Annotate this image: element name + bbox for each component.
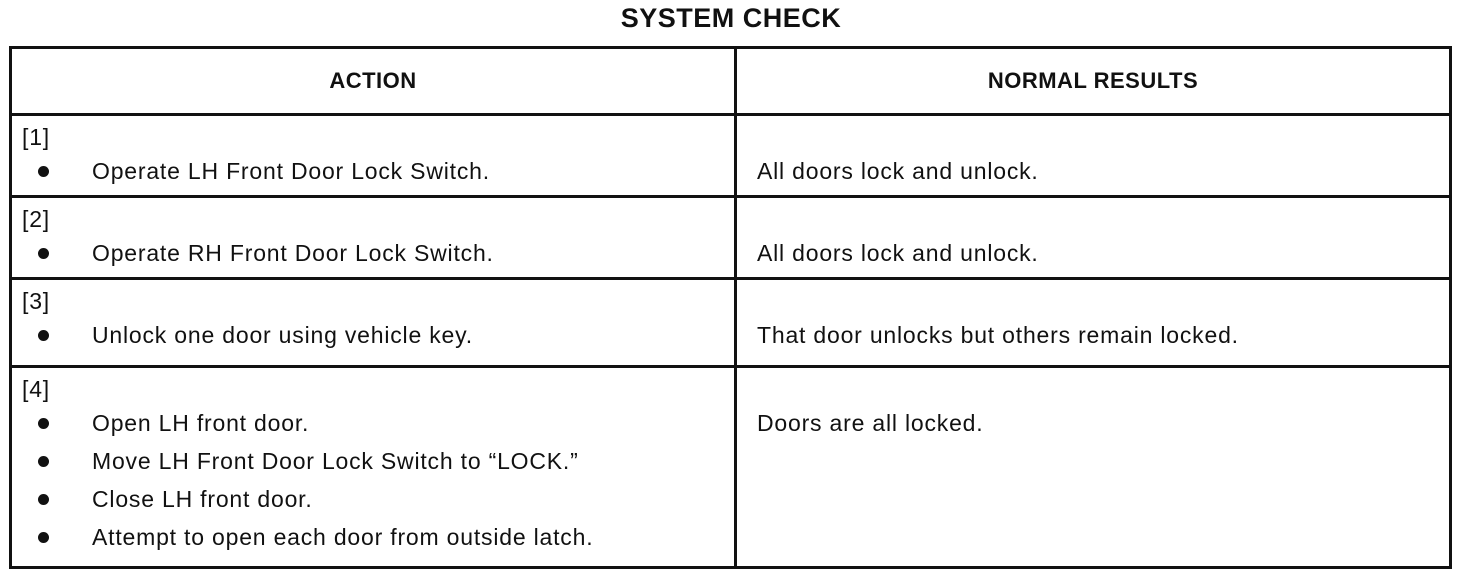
bullet-icon	[38, 248, 49, 259]
result-cell	[736, 279, 1451, 367]
action-item	[22, 152, 734, 190]
page-title: SYSTEM CHECK	[620, 3, 842, 33]
step-number: [1]	[22, 124, 50, 150]
action-item	[22, 442, 734, 480]
step-number: [3]	[22, 288, 50, 314]
bullet-icon	[38, 456, 49, 467]
bullet-icon	[38, 418, 49, 429]
result-text: All doors lock and unlock.	[757, 158, 1039, 184]
action-text: Move LH Front Door Lock Switch to “LOCK.”	[92, 448, 579, 474]
result-text: Doors are all locked.	[757, 410, 984, 436]
action-item	[22, 234, 734, 272]
result-text: That door unlocks but others remain locked.	[757, 322, 1239, 348]
action-item	[22, 480, 734, 518]
table-row	[11, 279, 1451, 367]
action-cell	[11, 367, 736, 568]
bullet-icon	[38, 330, 49, 341]
action-text: Close LH front door.	[92, 486, 313, 512]
result-cell	[736, 115, 1451, 197]
result-cell	[736, 367, 1451, 568]
action-text: Open LH front door.	[92, 410, 310, 436]
result-text: All doors lock and unlock.	[757, 240, 1039, 266]
action-cell	[11, 279, 736, 367]
table-row	[11, 197, 1451, 279]
action-cell	[11, 115, 736, 197]
bullet-icon	[38, 532, 49, 543]
action-item	[22, 404, 734, 442]
action-cell	[11, 197, 736, 279]
action-column-header: ACTION	[11, 48, 736, 115]
table-row	[11, 115, 1451, 197]
bullet-icon	[38, 494, 49, 505]
action-item	[22, 316, 734, 354]
action-text: Operate RH Front Door Lock Switch.	[92, 240, 494, 266]
table-row	[11, 367, 1451, 568]
result-cell	[736, 197, 1451, 279]
action-item	[22, 518, 734, 556]
action-text: Unlock one door using vehicle key.	[92, 322, 473, 348]
step-number: [4]	[22, 376, 50, 402]
normal-results-column-header: NORMAL RESULTS	[736, 48, 1451, 115]
table-header-row	[11, 48, 1451, 115]
step-number: [2]	[22, 206, 50, 232]
action-text: Attempt to open each door from outside latch.	[92, 524, 594, 550]
action-text: Operate LH Front Door Lock Switch.	[92, 158, 490, 184]
bullet-icon	[38, 166, 49, 177]
system-check-table	[9, 46, 1452, 569]
